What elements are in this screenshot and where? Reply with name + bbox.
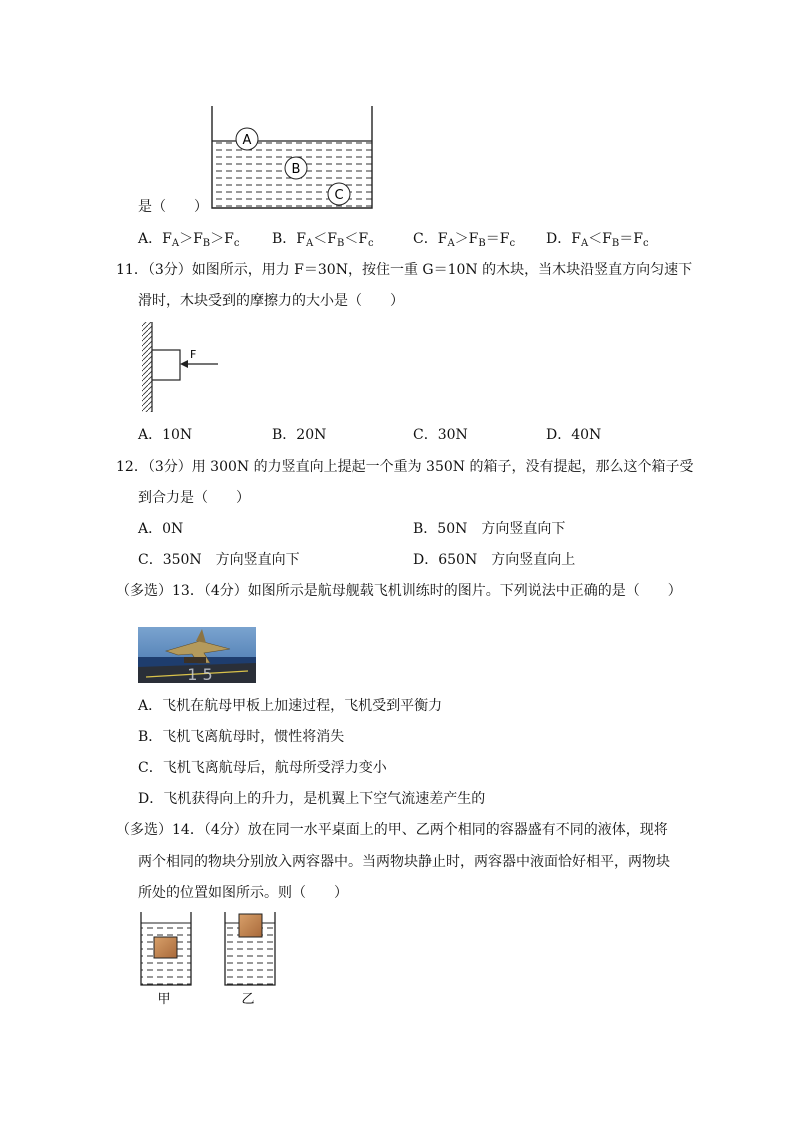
q12-stem-line1: 12．（3分）用 300N 的力竖直向上提起一个重为 350N 的箱子，没有提起，那么这个箱子受 (116, 459, 694, 475)
q10-option-b-text: $F_A<F_B<F_c$ (296, 231, 374, 249)
q12-stem-line2: 到合力是（ ） (138, 490, 250, 506)
q11-figure (138, 320, 228, 415)
ball-c-label: C (334, 188, 344, 203)
ball-a-label: A (242, 133, 252, 148)
q12-option-d[interactable]: D．650N 方向竖直向上 (413, 552, 576, 568)
q10-option-c[interactable] (413, 230, 515, 253)
q11-stem-line2: 滑时，木块受到的摩擦力的大小是（ ） (138, 293, 404, 309)
q14-stem-line1: （多选）14．（4分）放在同一水平桌面上的甲、乙两个相同的容器盛有不同的液体，现将 (116, 822, 668, 838)
label-yi: 乙 (241, 992, 255, 1007)
force-label: F (190, 348, 197, 361)
q14-figure (136, 910, 286, 1010)
q13-carrier-photo (138, 627, 256, 683)
q11-option-a[interactable]: A．10N (138, 427, 193, 443)
block-jia (154, 937, 177, 958)
q13-option-c[interactable]: C．飞机飞离航母后，航母所受浮力变小 (138, 760, 387, 776)
block-yi (239, 914, 262, 937)
q12-option-b[interactable]: B．50N 方向竖直向下 (413, 521, 566, 537)
container-yi (225, 912, 275, 985)
q10-option-b-letter: B． (272, 231, 297, 247)
q10-option-d-text: $F_A<F_B=F_c$ (571, 231, 649, 249)
q10-option-c-letter: C． (413, 231, 438, 247)
container-jia (141, 912, 191, 985)
svg-text:1 5: 1 5 (187, 665, 213, 684)
q14-stem-line2: 两个相同的物块分别放入两容器中。当两物块静止时，两容器中液面恰好相平，两物块 (138, 854, 670, 870)
q13-option-a[interactable]: A．飞机在航母甲板上加速过程，飞机受到平衡力 (138, 698, 443, 714)
q10-option-d-letter: D． (546, 231, 572, 247)
q12-option-c[interactable]: C．350N 方向竖直向下 (138, 552, 300, 568)
q10-tail: 是（ ） (138, 199, 208, 215)
q13-option-d[interactable]: D．飞机获得向上的升力，是机翼上下空气流速差产生的 (138, 791, 486, 807)
q10-option-d[interactable] (546, 230, 649, 253)
q11-option-d[interactable]: D．40N (546, 427, 602, 443)
wood-block (152, 350, 180, 380)
q10-option-a[interactable] (138, 230, 239, 253)
q11-option-b[interactable]: B．20N (272, 427, 327, 443)
q10-option-b[interactable] (272, 230, 374, 253)
q10-figure (205, 104, 380, 214)
ball-b-label: B (291, 162, 301, 177)
q13-option-b[interactable]: B．飞机飞离航母时，惯性将消失 (138, 729, 345, 745)
q10-option-a-letter: A． (138, 231, 163, 247)
q12-option-a[interactable]: A．0N (138, 521, 184, 537)
q10-option-c-text: $F_A>F_B=F_c$ (437, 231, 516, 249)
wall (142, 322, 152, 412)
q14-stem-line3: 所处的位置如图所示。则（ ） (138, 885, 348, 901)
label-jia: 甲 (157, 992, 171, 1007)
q11-stem-line1: 11．（3分）如图所示，用力 F＝30N，按住一重 G＝10N 的木块，当木块沿竖直方向匀速下 (116, 262, 693, 278)
q13-stem-line1: （多选）13．（4分）如图所示是航母舰载飞机训练时的图片。下列说法中正确的是（ ） (116, 583, 682, 599)
q11-option-c[interactable]: C．30N (413, 427, 468, 443)
q10-option-a-text: $F_A>F_B>F_c$ (162, 231, 240, 249)
